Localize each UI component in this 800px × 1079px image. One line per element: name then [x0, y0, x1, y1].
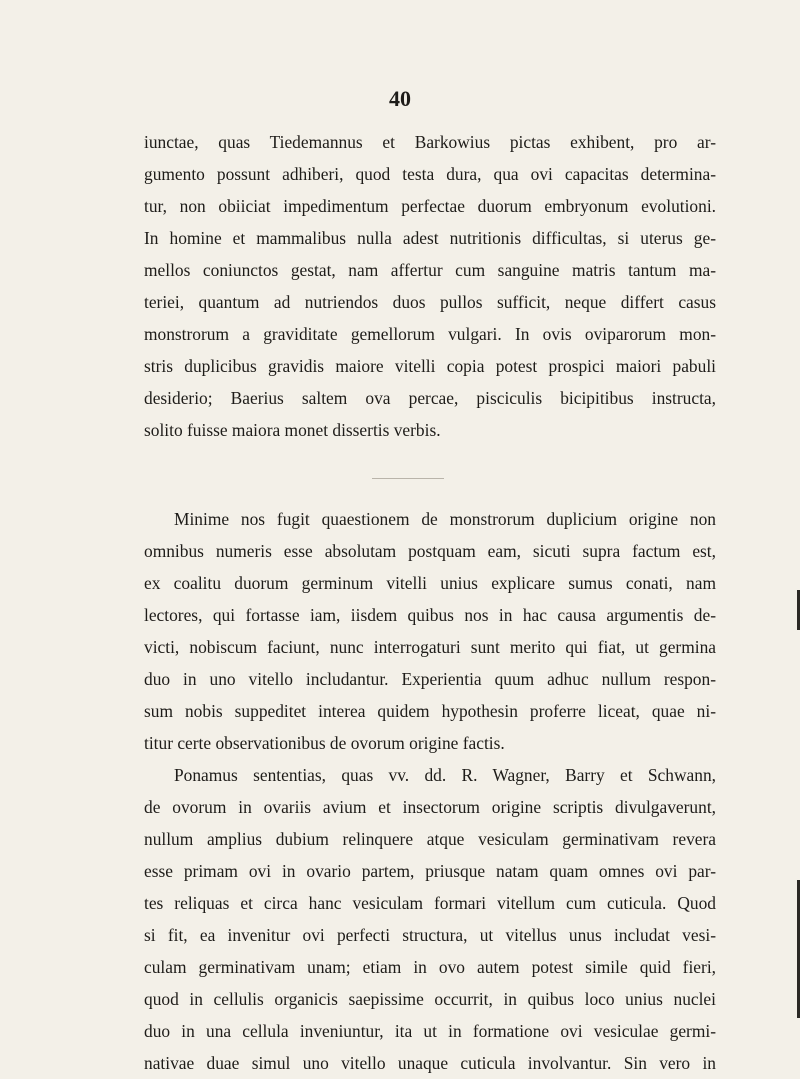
page-number: 40 [389, 86, 411, 111]
text-line: iunctae, quas Tiedemannus et Barkowius pictas exhibent, pro ar- [144, 132, 716, 152]
text-line: lectores, qui fortasse iam, iisdem quibus nos in hac causa argumentis de- [144, 605, 716, 625]
paragraph-2 [144, 503, 716, 1079]
section-separator [372, 478, 444, 479]
text-line: stris duplicibus gravidis maiore vitelli copia potest prospici maiori pabuli [144, 356, 716, 376]
text-line: omnibus numeris esse absolutam postquam eam, sicuti supra factum est, [144, 541, 716, 561]
text-line: esse primam ovi in ovario partem, priusque natam quam omnes ovi par- [144, 861, 716, 881]
text-line: duo in uno vitello includantur. Experientia quum adhuc nullum respon- [144, 669, 716, 689]
text-line: si fit, ea invenitur ovi perfecti structura, ut vitellus unus includat vesi- [144, 925, 716, 945]
text-line: tur, non obiiciat impedimentum perfectae duorum embryonum evolutioni. [144, 196, 716, 216]
text-line: titur certe observationibus de ovorum origine factis. [144, 733, 505, 753]
text-line: mellos coniunctos gestat, nam affertur cum sanguine matris tantum ma- [144, 260, 716, 280]
text-line: ex coalitu duorum germinum vitelli unius explicare sumus conati, nam [144, 573, 716, 593]
text-line: duo in una cellula inveniuntur, ita ut in formatione ovi vesiculae germi- [144, 1021, 716, 1041]
paragraph-1 [144, 126, 716, 446]
text-line: culam germinativam unam; etiam in ovo autem potest simile quid fieri, [144, 957, 716, 977]
text-line: victi, nobiscum faciunt, nunc interrogaturi sunt merito qui fiat, ut germina [144, 637, 716, 657]
text-line: monstrorum a graviditate gemellorum vulgari. In ovis oviparorum mon- [144, 324, 716, 344]
text-line: nativae duae simul uno vitello unaque cuticula involvantur. Sin vero in [144, 1053, 716, 1073]
text-line: In homine et mammalibus nulla adest nutritionis difficultas, si uterus ge- [144, 228, 716, 248]
text-line: quod in cellulis organicis saepissime occurrit, in quibus loco unius nuclei [144, 989, 716, 1009]
text-line: teriei, quantum ad nutriendos duos pullos sufficit, neque differt casus [144, 292, 716, 312]
text-line: Ponamus sententias, quas vv. dd. R. Wagner, Barry et Schwann, [174, 765, 716, 785]
text-line: gumento possunt adhiberi, quod testa dura, qua ovi capacitas determina- [144, 164, 716, 184]
text-line: de ovorum in ovariis avium et insectorum origine scriptis divulgaverunt, [144, 797, 716, 817]
text-line: desiderio; Baerius saltem ova percae, pisciculis bicipitibus instructa, [144, 388, 716, 408]
text-line: Minime nos fugit quaestionem de monstrorum duplicium origine non [174, 509, 716, 529]
text-line: sum nobis suppeditet interea quidem hypothesin proferre liceat, quae ni- [144, 701, 716, 721]
text-line: tes reliquas et circa hanc vesiculam formari vitellum cum cuticula. Quod [144, 893, 716, 913]
text-line: solito fuisse maiora monet dissertis verbis. [144, 420, 441, 440]
text-line: nullum amplius dubium relinquere atque vesiculam germinativam revera [144, 829, 716, 849]
